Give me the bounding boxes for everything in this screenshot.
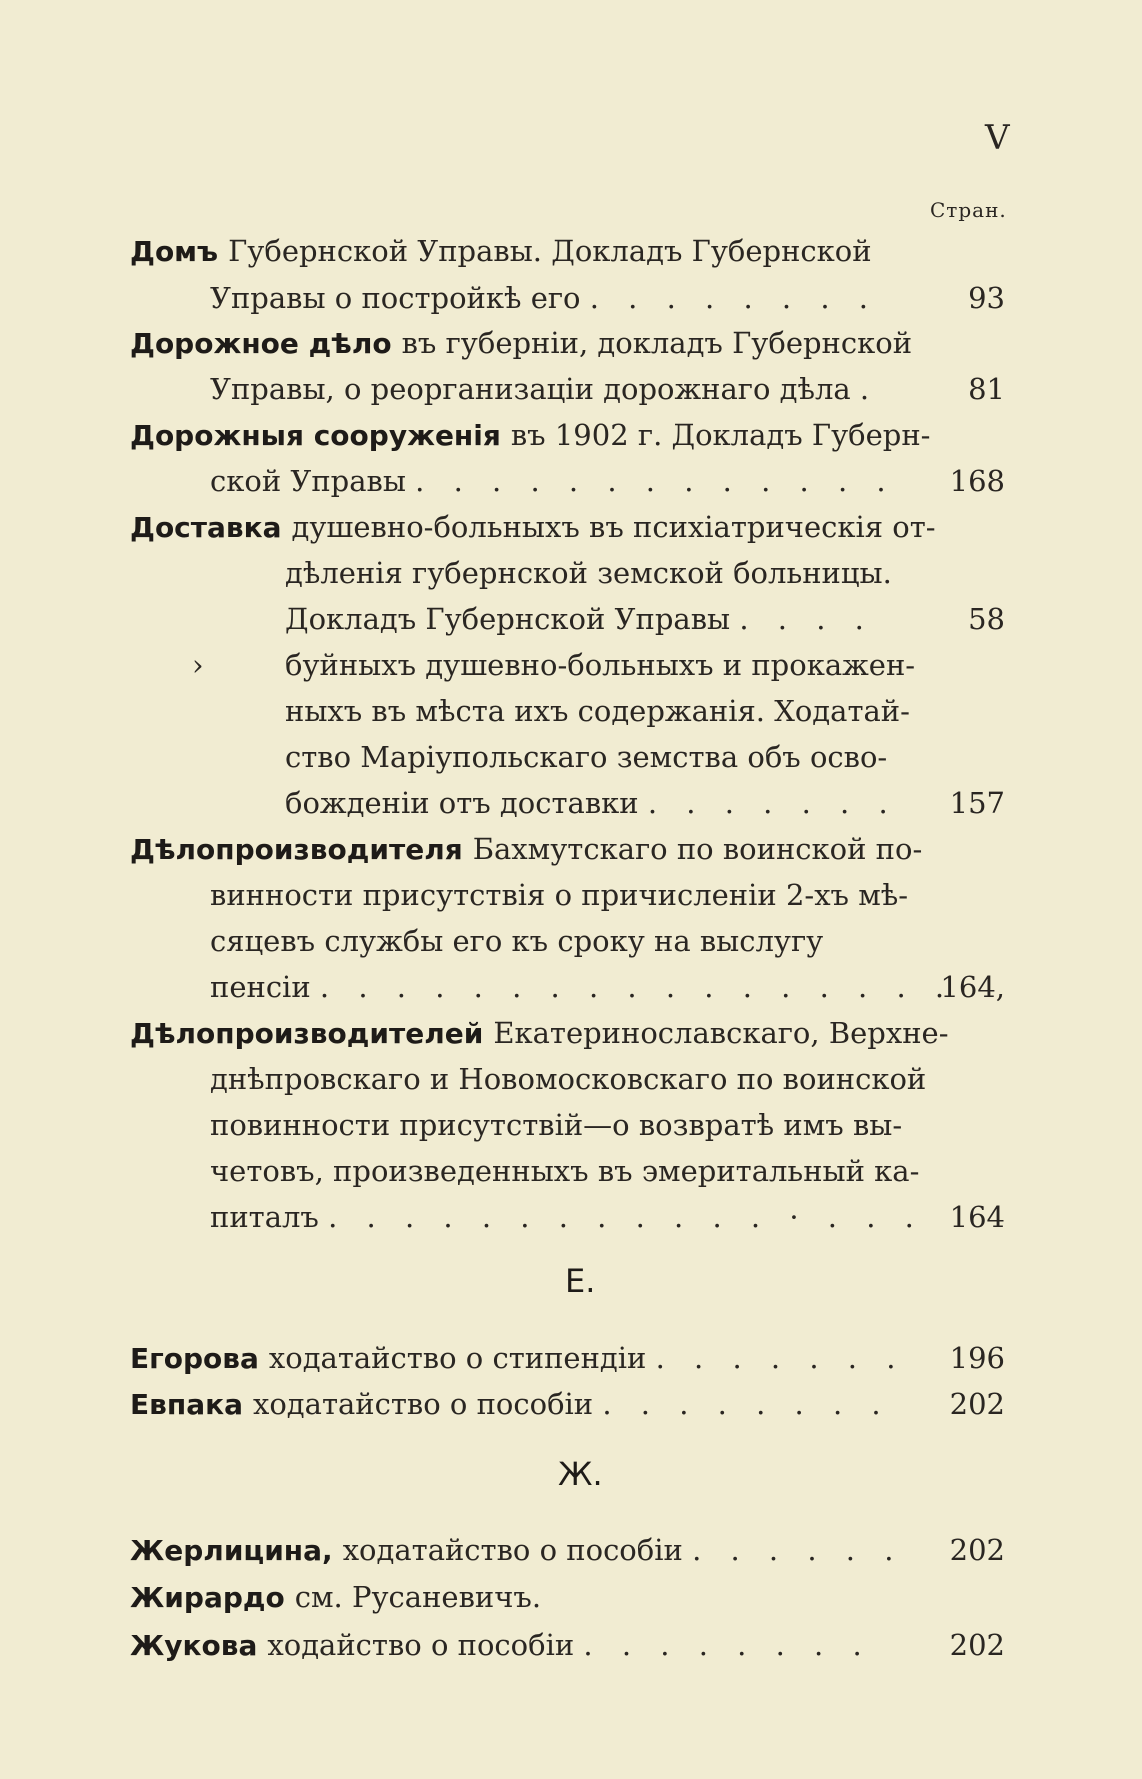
entry-leader-dots: . . . . . . . . . . . . . . . . . bbox=[319, 970, 955, 1004]
entry-leader-dots: . . . . . . . . . . . . · . . . bbox=[328, 1200, 924, 1234]
entry-leader-dots: . . . . . . . . bbox=[589, 281, 879, 315]
section-letter-zh: Ж. bbox=[558, 1455, 603, 1493]
entry-text: дѣленія губернской земской больницы. bbox=[285, 556, 892, 590]
entry-page-number: 157 bbox=[949, 786, 1005, 820]
entry-leader-dots: . bbox=[859, 372, 880, 406]
index-line bbox=[130, 642, 1005, 688]
index-line bbox=[130, 412, 1005, 458]
entry-text: въ 1902 г. Докладъ Губерн- bbox=[510, 418, 931, 452]
entry-leader-dots: . . . . . . . bbox=[655, 1341, 906, 1375]
entry-text: винности присутствія о причисленіи 2-хъ мѣ- bbox=[210, 878, 909, 912]
entry-text: ныхъ въ мѣста ихъ содержанія. Ходатай- bbox=[285, 694, 910, 728]
entry-text: Докладъ Губернской Управы bbox=[285, 602, 731, 636]
entry-page-number: 202 bbox=[949, 1533, 1005, 1567]
index-line bbox=[130, 872, 1005, 918]
entry-text: питалъ bbox=[210, 1200, 319, 1234]
entry-heading: Жукова bbox=[130, 1629, 258, 1662]
page-roman-numeral: V bbox=[985, 118, 1010, 158]
entry-text: пенсіи bbox=[210, 970, 311, 1004]
entry-text: днѣпровскаго и Новомосковскаго по воинской bbox=[210, 1062, 927, 1096]
ditto-mark: › bbox=[192, 648, 204, 682]
entry-text: Управы о постройкѣ его bbox=[210, 281, 581, 315]
entry-text: Губернской Управы. Докладъ Губернской bbox=[228, 234, 872, 268]
entry-text: ходатайство о стипендіи bbox=[268, 1341, 647, 1375]
entry-heading: Жерлицина, bbox=[130, 1534, 333, 1567]
entry-text: см. Русаневичъ. bbox=[294, 1580, 542, 1614]
entry-text: Екатеринославскаго, Верхне- bbox=[493, 1016, 949, 1050]
entry-page-number: 168 bbox=[949, 464, 1005, 498]
index-line bbox=[130, 1527, 1005, 1573]
entry-text: ство Маріупольскаго земства объ осво- bbox=[285, 740, 888, 774]
entry-heading: Егорова bbox=[130, 1342, 259, 1375]
entry-heading: Дорожное дѣло bbox=[130, 327, 392, 360]
index-line bbox=[130, 734, 1005, 780]
entry-heading: Жирардо bbox=[130, 1581, 285, 1614]
index-line bbox=[130, 504, 1005, 550]
index-line bbox=[130, 1335, 1005, 1381]
index-line bbox=[130, 1622, 1005, 1668]
entry-leader-dots: . . . . . . bbox=[692, 1533, 904, 1567]
index-line bbox=[130, 688, 1005, 734]
entry-text: Управы, о реорганизаціи дорожнаго дѣла bbox=[210, 372, 851, 406]
entry-text: Бахмутскаго по воинской по- bbox=[472, 832, 923, 866]
index-line bbox=[130, 320, 1005, 366]
entry-text: божденіи отъ доставки bbox=[285, 786, 639, 820]
entry-text: сяцевъ службы его къ сроку на выслугу bbox=[210, 924, 824, 958]
entry-page-number: 93 bbox=[968, 281, 1005, 315]
entry-text: четовъ, произведенныхъ въ эмеритальный ка- bbox=[210, 1154, 920, 1188]
entry-text: ходатайство о пособіи bbox=[252, 1387, 594, 1421]
entry-leader-dots: . . . . . . . . bbox=[602, 1387, 891, 1421]
index-line bbox=[130, 1381, 1005, 1427]
entry-page-number: 202 bbox=[949, 1387, 1005, 1421]
entry-text: буйныхъ душевно-больныхъ и прокажен- bbox=[285, 648, 916, 682]
index-line bbox=[130, 780, 1005, 826]
entry-leader-dots: . . . . . . . bbox=[647, 786, 898, 820]
index-line bbox=[130, 1010, 1005, 1056]
entry-text: душевно-больныхъ въ психіатрическія от- bbox=[291, 510, 936, 544]
index-line bbox=[130, 596, 1005, 642]
entry-text: ской Управы bbox=[210, 464, 406, 498]
entry-page-number: 164 bbox=[949, 1200, 1005, 1234]
index-line bbox=[130, 1056, 1005, 1102]
entry-heading: Доставка bbox=[130, 511, 282, 544]
index-line bbox=[130, 1102, 1005, 1148]
entry-page-number: 164, bbox=[940, 970, 1005, 1004]
entry-text: въ губерніи, докладъ Губернской bbox=[401, 326, 913, 360]
entry-page-number: 196 bbox=[949, 1341, 1005, 1375]
entry-heading: Дѣлопроизводителей bbox=[130, 1017, 484, 1050]
section-letter-e: Е. bbox=[565, 1262, 596, 1300]
entry-page-number: 81 bbox=[968, 372, 1005, 406]
index-line bbox=[130, 228, 1005, 274]
entry-page-number: 202 bbox=[949, 1628, 1005, 1662]
index-line bbox=[130, 275, 1005, 321]
index-line bbox=[130, 458, 1005, 504]
index-line bbox=[130, 550, 1005, 596]
entry-text: ходайство о пособіи bbox=[267, 1628, 575, 1662]
index-line bbox=[130, 366, 1005, 412]
index-line bbox=[130, 918, 1005, 964]
entry-leader-dots: . . . . bbox=[739, 602, 874, 636]
entry-text: повинности присутствій—о возвратѣ имъ вы- bbox=[210, 1108, 903, 1142]
index-line bbox=[130, 1148, 1005, 1194]
entry-heading: Евпака bbox=[130, 1388, 243, 1421]
index-line bbox=[130, 964, 1005, 1010]
entry-page-number: 58 bbox=[968, 602, 1005, 636]
index-line bbox=[130, 1194, 1005, 1240]
entry-heading: Дорожныя сооруженія bbox=[130, 419, 501, 452]
entry-leader-dots: . . . . . . . . . . . . . bbox=[415, 464, 896, 498]
entry-heading: Домъ bbox=[130, 235, 219, 268]
index-line bbox=[130, 1574, 1005, 1620]
entry-heading: Дѣлопроизводителя bbox=[130, 833, 463, 866]
index-line bbox=[130, 826, 1005, 872]
page-column-label: Стран. bbox=[930, 198, 1007, 222]
entry-leader-dots: . . . . . . . . bbox=[583, 1628, 872, 1662]
entry-text: ходатайство о пособіи bbox=[342, 1533, 683, 1567]
